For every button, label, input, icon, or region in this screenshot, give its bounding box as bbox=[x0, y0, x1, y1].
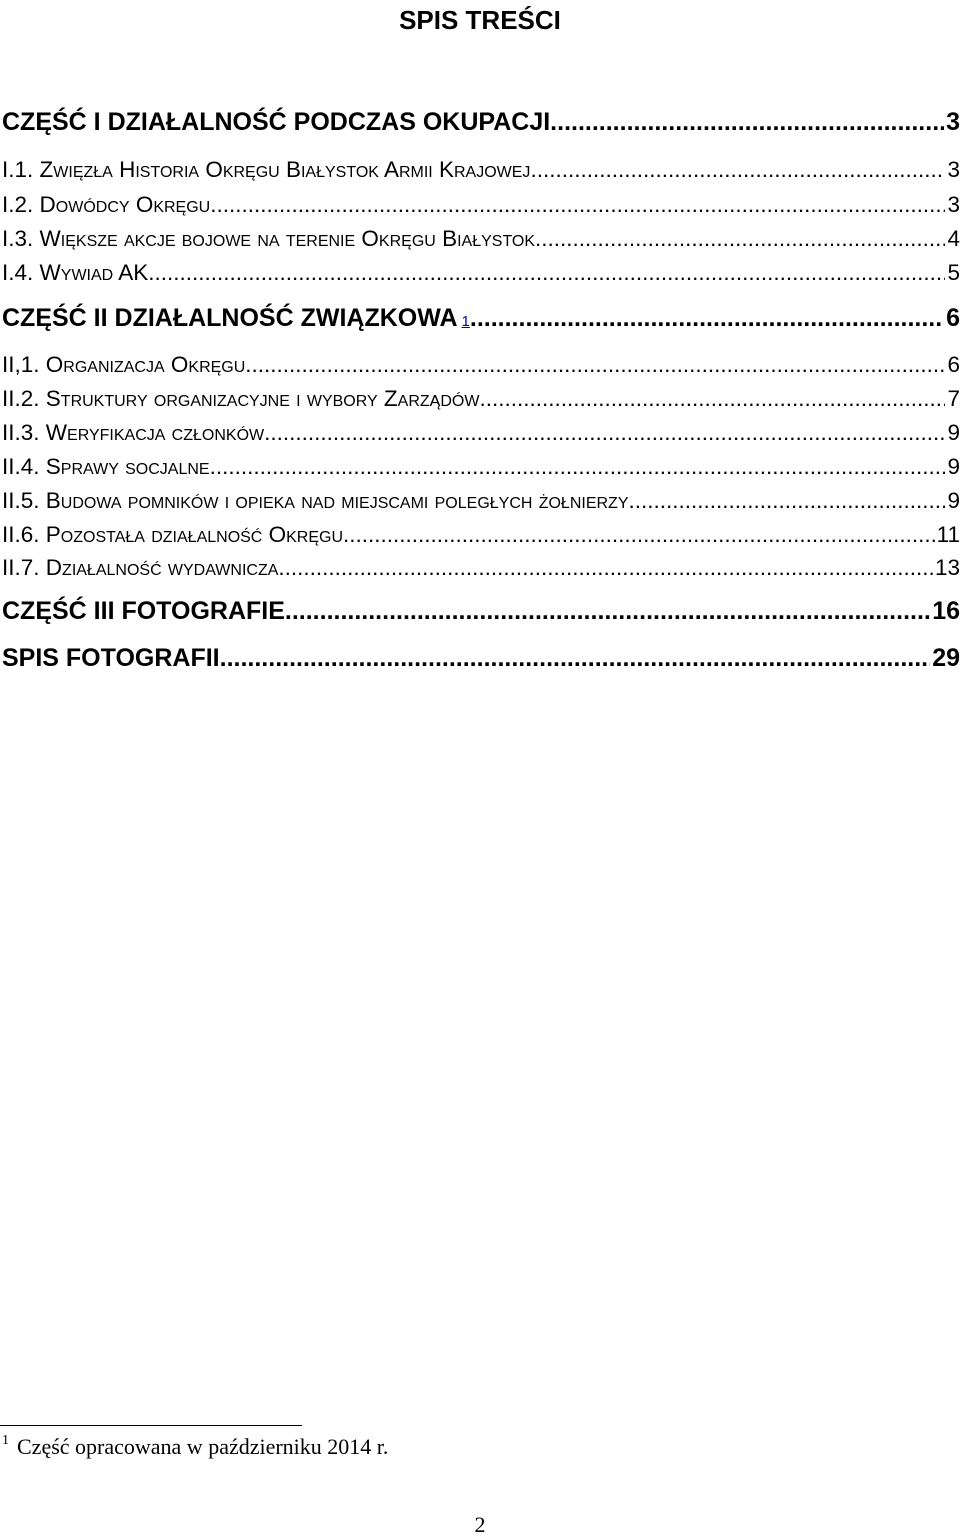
footnote bbox=[2, 1432, 388, 1462]
toc-leader-dots bbox=[479, 384, 945, 414]
toc-entry-number: II.2. bbox=[2, 386, 40, 411]
toc-entry-label: SPIS FOTOGRAFII bbox=[2, 644, 220, 672]
toc-page-number: 13 bbox=[934, 555, 960, 580]
toc-entry-number: I.4. bbox=[2, 260, 34, 285]
toc-entry-i-1[interactable] bbox=[2, 155, 960, 185]
toc-page-number: 6 bbox=[946, 304, 960, 332]
toc-leader-dots bbox=[210, 190, 945, 220]
page-title: SPIS TREŚCI bbox=[399, 5, 561, 35]
toc-leader-dots bbox=[264, 418, 945, 448]
toc-leader-dots bbox=[210, 452, 946, 482]
toc-entry-ii-7[interactable] bbox=[2, 553, 960, 583]
toc-entry-i-3[interactable] bbox=[2, 224, 960, 254]
toc-leader-dots bbox=[470, 302, 944, 334]
toc-entry-i-4[interactable] bbox=[2, 258, 960, 288]
toc-entry-label: Sprawy socjalne bbox=[45, 454, 210, 479]
toc-leader-dots bbox=[278, 553, 933, 583]
toc-entry-number: II.5. bbox=[2, 488, 40, 513]
toc-entry-label: Pozostała działalność Okręgu bbox=[45, 522, 344, 547]
toc-entry-i-2[interactable] bbox=[2, 190, 960, 220]
toc-leader-dots bbox=[535, 224, 945, 254]
footnote-text: Część opracowana w październiku 2014 r. bbox=[17, 1434, 389, 1459]
toc-page-number: 29 bbox=[932, 644, 960, 672]
toc-entry-label: CZĘŚĆ I DZIAŁALNOŚĆ PODCZAS OKUPACJI bbox=[2, 108, 551, 136]
toc-leader-dots bbox=[550, 106, 944, 138]
toc-page-number: 4 bbox=[947, 226, 960, 251]
toc-entry-part-2[interactable]: CZĘŚĆ II DZIAŁALNOŚĆ ZWIĄZKOWA 1 ..... 6 bbox=[2, 302, 960, 334]
toc-entry-label: CZĘŚĆ III FOTOGRAFIE bbox=[2, 597, 285, 625]
toc-entry-ii-1[interactable] bbox=[2, 350, 960, 380]
toc-entry-ii-4[interactable] bbox=[2, 452, 960, 482]
toc-entry-label: Zwięzła Historia Okręgu Białystok Armii Krajowej bbox=[39, 157, 531, 182]
footnote-marker: 1 bbox=[2, 1433, 9, 1448]
toc-page-number: 9 bbox=[947, 454, 960, 479]
toc-entry-part-3[interactable] bbox=[2, 595, 960, 627]
toc-entry-ii-6[interactable] bbox=[2, 520, 960, 550]
toc-entry-label: Większe akcje bojowe na terenie Okręgu Białystok bbox=[39, 226, 536, 251]
toc-entry-label: Struktury organizacyjne i wybory Zarządów bbox=[45, 386, 480, 411]
toc-entry-number: I.2. bbox=[2, 192, 34, 217]
toc-leader-dots bbox=[220, 642, 931, 674]
toc-entry-number: I.1. bbox=[2, 157, 34, 182]
toc-entry-label: Działalność wydawnicza bbox=[45, 555, 279, 580]
toc-leader-dots bbox=[285, 595, 930, 627]
toc-page-number: 6 bbox=[947, 352, 960, 377]
toc-page-number: 3 bbox=[947, 192, 960, 217]
page-number: 2 bbox=[474, 1512, 486, 1537]
toc-page-number: 5 bbox=[947, 260, 960, 285]
toc-leader-dots bbox=[245, 350, 945, 380]
toc-entry-photo-list[interactable] bbox=[2, 642, 960, 674]
toc-page-number: 16 bbox=[932, 597, 960, 625]
toc-entry-label: CZĘŚĆ II DZIAŁALNOŚĆ ZWIĄZKOWA bbox=[2, 304, 458, 332]
toc-leader-dots bbox=[530, 155, 945, 185]
toc-entry-label: Dowódcy Okręgu bbox=[39, 192, 211, 217]
toc-entry-ii-5[interactable] bbox=[2, 486, 960, 516]
toc-page-number: 3 bbox=[946, 108, 960, 136]
toc-page-number: 7 bbox=[947, 386, 960, 411]
toc-page-number: 3 bbox=[947, 157, 960, 182]
toc-entry-ii-2[interactable] bbox=[2, 384, 960, 414]
toc-entry-ii-3[interactable] bbox=[2, 418, 960, 448]
toc-entry-number: II,1. bbox=[2, 352, 40, 377]
toc-entry-number: II.4. bbox=[2, 454, 40, 479]
toc-entry-number: I.3. bbox=[2, 226, 34, 251]
toc-entry-label: Weryfikacja członków bbox=[45, 420, 265, 445]
toc-leader-dots bbox=[629, 486, 946, 516]
toc-entry-number: II.6. bbox=[2, 522, 40, 547]
footnote-separator bbox=[0, 1425, 302, 1426]
toc-entry-part-1[interactable] bbox=[2, 106, 960, 138]
toc-leader-dots bbox=[343, 520, 935, 550]
toc-page-number: 9 bbox=[947, 488, 960, 513]
toc-entry-label: Budowa pomników i opieka nad miejscami poległych żołnierzy bbox=[45, 488, 629, 513]
toc-entry-label: Wywiad AK bbox=[39, 260, 149, 285]
toc-leader-dots bbox=[148, 258, 945, 288]
toc-entry-label: Organizacja Okręgu bbox=[45, 352, 246, 377]
toc-entry-number: II.3. bbox=[2, 420, 40, 445]
toc-page-number: 9 bbox=[947, 420, 960, 445]
toc-page-number: 11 bbox=[936, 522, 960, 547]
toc-entry-number: II.7. bbox=[2, 555, 40, 580]
